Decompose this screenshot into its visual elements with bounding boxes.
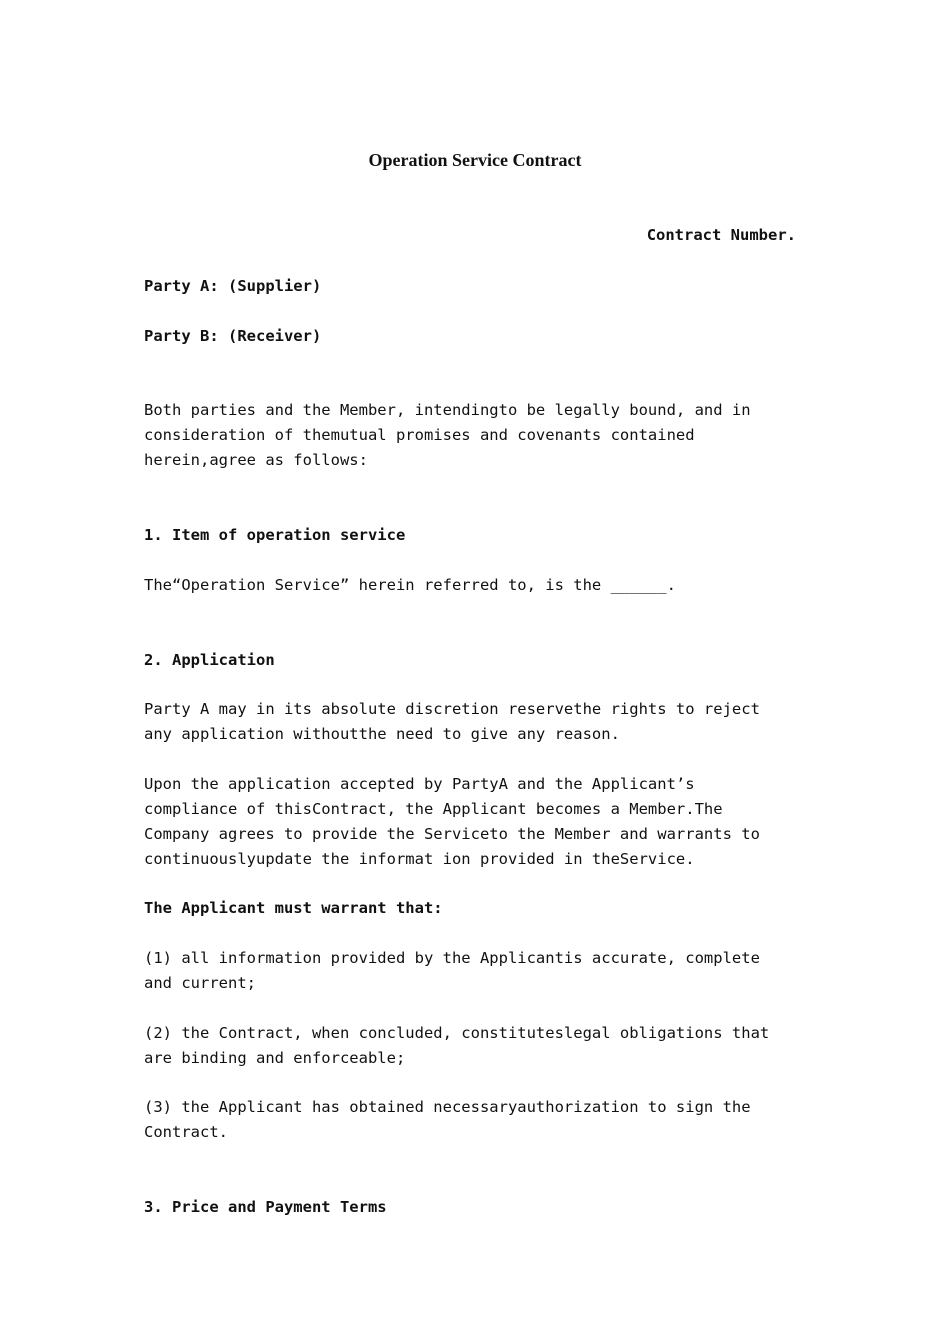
- warrant-item-2: (2) the Contract, when concluded, constituteslegal obligations that are binding and enforceable;: [144, 1024, 770, 1067]
- section-2-heading: 2. Application: [144, 651, 275, 669]
- document-title: Operation Service Contract: [368, 150, 582, 170]
- intro-paragraph: Both parties and the Member, intendingto be legally bound, and in consideration of themutual promises and covenants contained herein,agree as follows:: [144, 401, 751, 469]
- party-b-line: Party B: (Receiver): [144, 327, 322, 345]
- section-1-heading: 1. Item of operation service: [144, 526, 406, 544]
- contract-number-label: Contract Number.: [646, 226, 796, 244]
- section-2-paragraph-2: Upon the application accepted by PartyA and the Applicant’s compliance of thisContract, the Applicant becomes a Member.The Company agrees to provide the Serviceto the Member and warrants to continuouslyupdate the informat ion provided in theService.: [144, 775, 760, 868]
- warrant-item-1: (1) all information provided by the Applicantis accurate, complete and current;: [144, 949, 760, 992]
- warrant-item-3: (3) the Applicant has obtained necessaryauthorization to sign the Contract.: [144, 1098, 751, 1141]
- section-1-text: The“Operation Service” herein referred to, is the ______.: [144, 576, 676, 594]
- section-3-heading: 3. Price and Payment Terms: [144, 1198, 387, 1216]
- warrant-heading: The Applicant must warrant that:: [144, 899, 443, 917]
- party-a-line: Party A: (Supplier): [144, 277, 322, 295]
- section-2-paragraph-1: Party A may in its absolute discretion reservethe rights to reject any application withoutthe need to give any reason.: [144, 700, 760, 743]
